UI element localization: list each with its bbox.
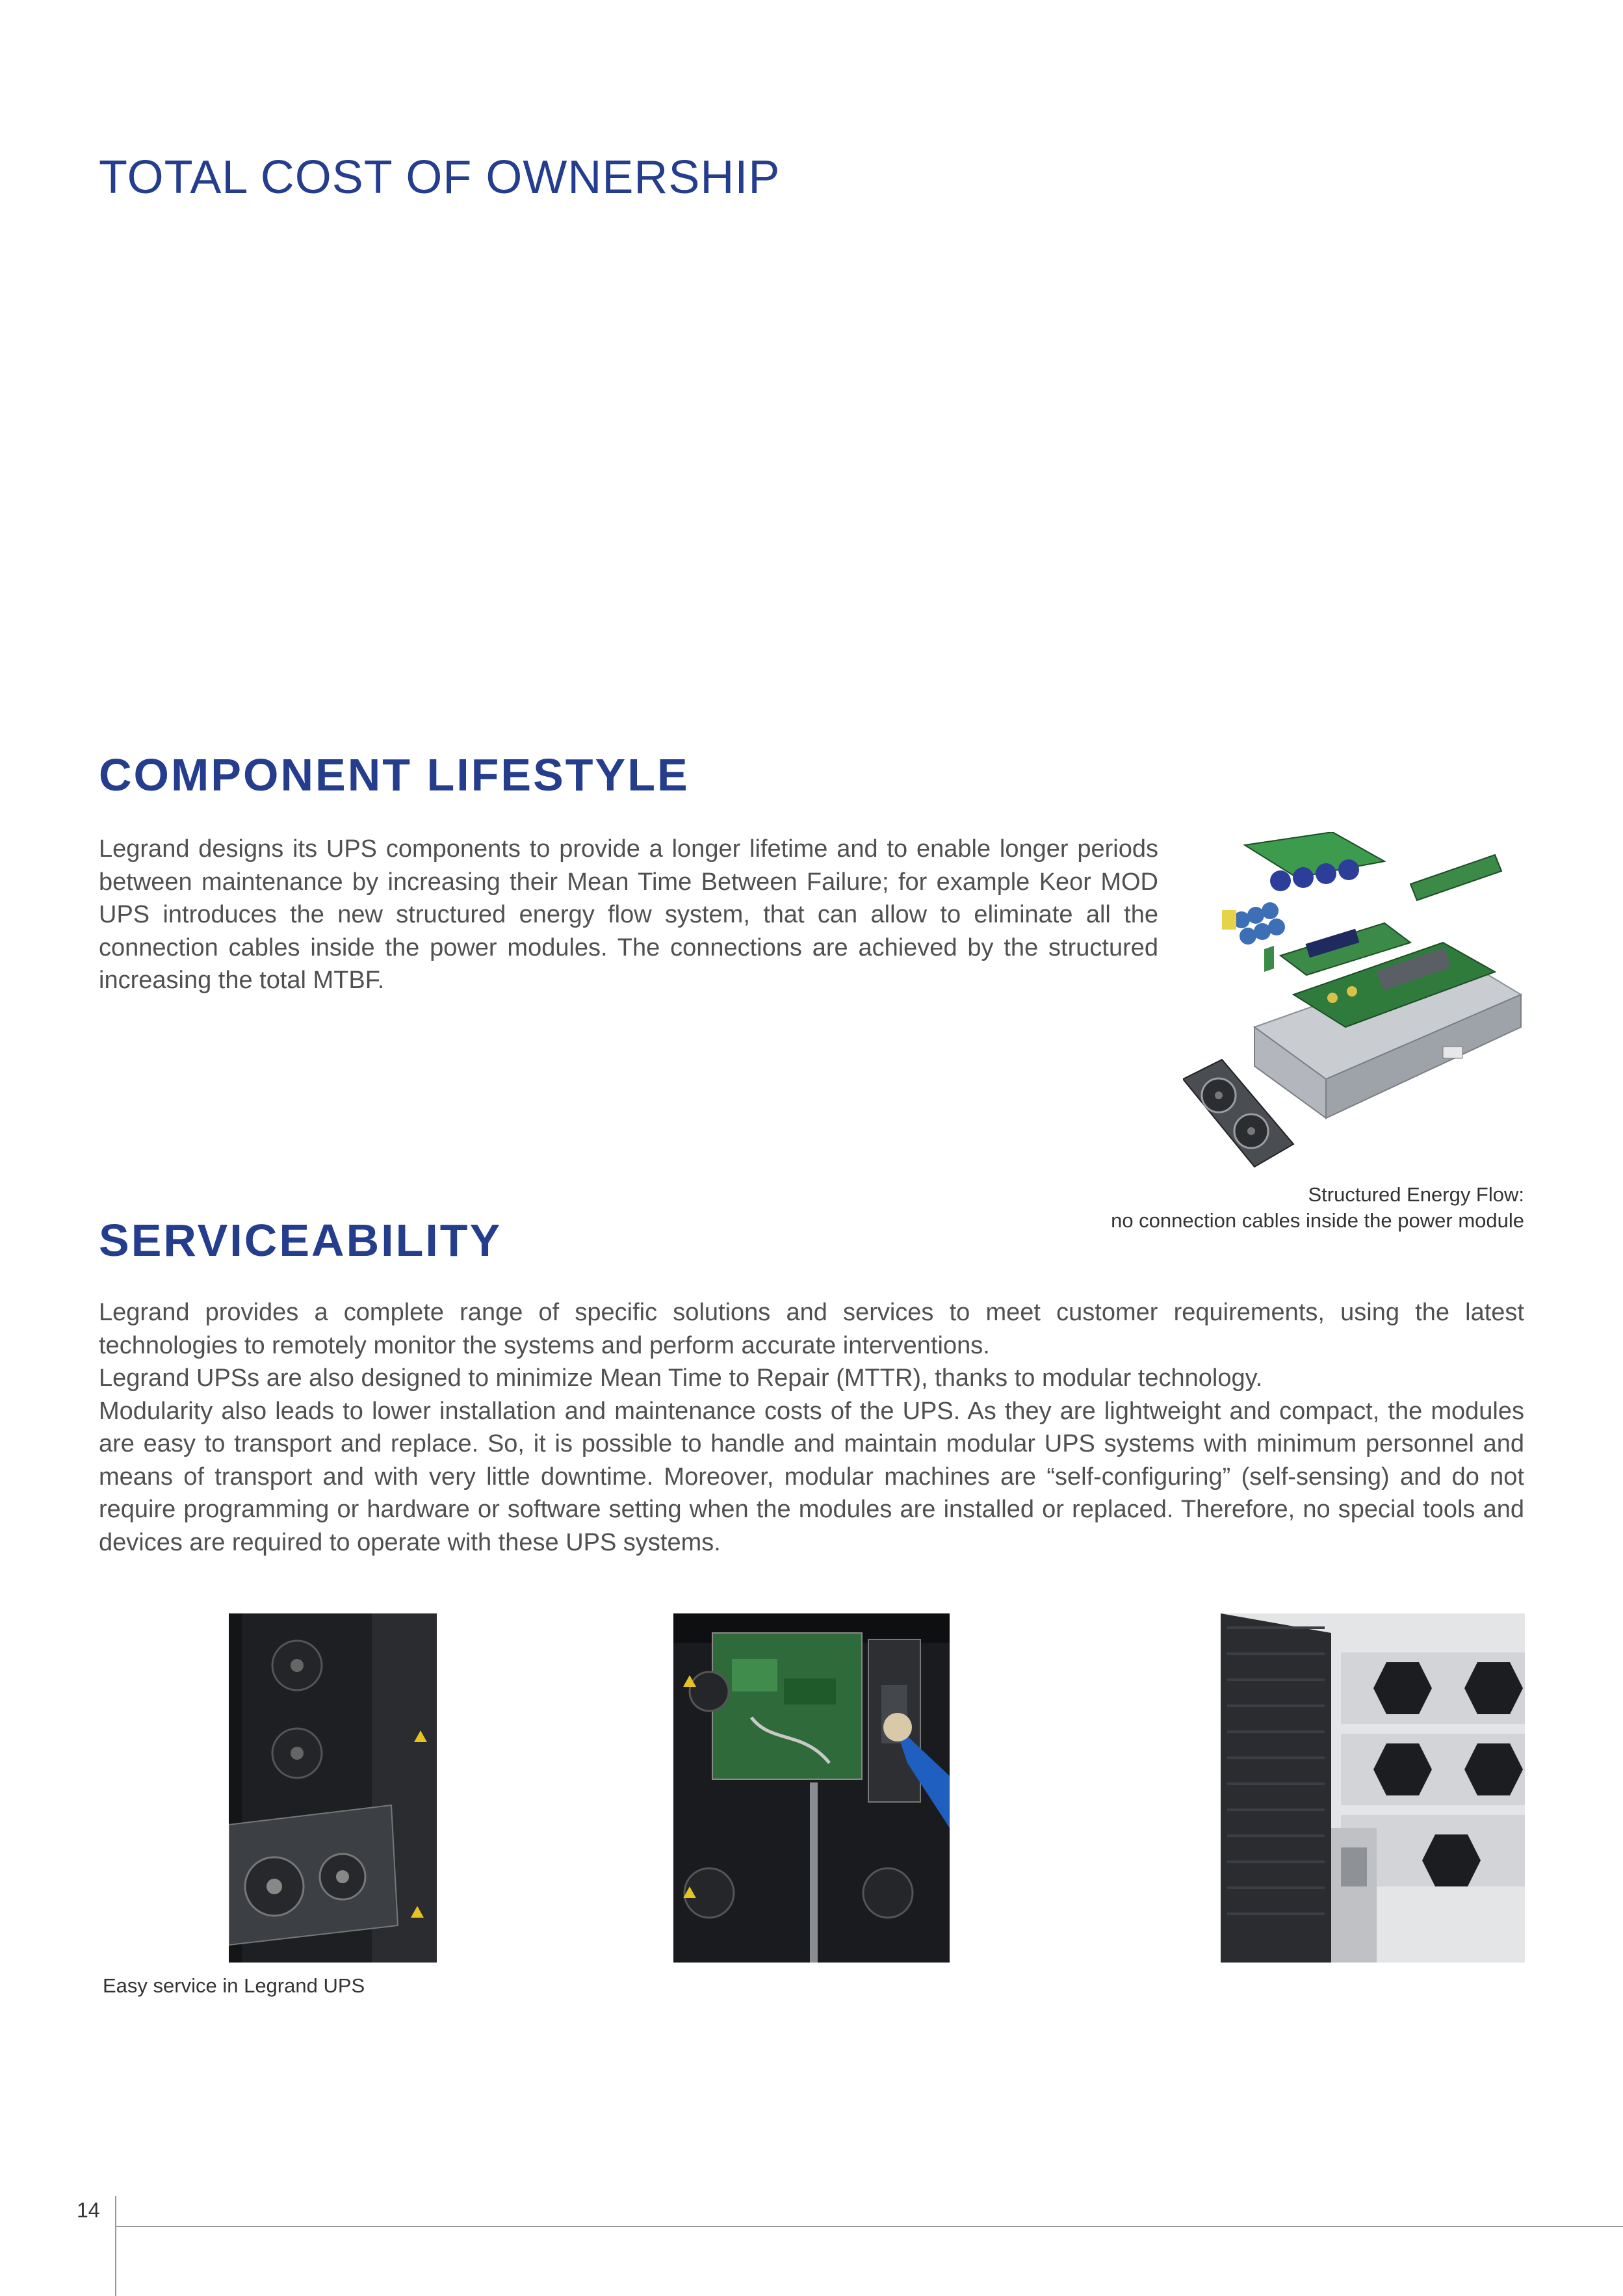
serviceability-paragraph: Legrand UPSs are also designed to minimize Mean Time to Repair (MTTR), thanks to modular technology. bbox=[99, 1364, 1263, 1392]
page-title: TOTAL COST OF OWNERSHIP bbox=[99, 151, 781, 203]
capacitor-bank bbox=[1222, 902, 1285, 945]
energy-flow-caption bbox=[975, 1182, 1524, 1234]
page-number: 14 bbox=[77, 2198, 100, 2222]
energy-flow-caption-line2: no connection cables inside the power module bbox=[1111, 1209, 1524, 1232]
serviceability-paragraph: Modularity also leads to lower installation and maintenance costs of the UPS. As they are lightweight and compact, the modules are easy to transport and replace. So, it is possible to handle and maintain modular UPS systems with minimum personnel and means of transport and with very little downtime. Moreover, modular machines are “self-configuring” (self-sensing) and do not require programming or hardware or software setting when the modules are installed or replaced. Therefore, no special tools and devices are required to operate with these UPS systems. bbox=[99, 1397, 1524, 1556]
component-lifestyle-body bbox=[99, 833, 1158, 997]
energy-flow-caption-line1: Structured Energy Flow: bbox=[1308, 1183, 1524, 1206]
serviceability-heading: SERVICEABILITY bbox=[99, 1215, 502, 1266]
serviceability-paragraph: Legrand provides a complete range of specific solutions and services to meet customer requirements, using the latest technologies to remotely monitor the systems and perform accurate interventions. bbox=[99, 1299, 1524, 1359]
footer-vertical-rule bbox=[115, 2196, 116, 2296]
serviceability-body bbox=[99, 1296, 1524, 1559]
easy-service-caption: Easy service in Legrand UPS bbox=[103, 1974, 365, 1997]
ups-service-technician-photo bbox=[673, 1613, 950, 1963]
footer-rule bbox=[116, 2226, 1623, 2227]
component-lifestyle-paragraph: Legrand designs its UPS components to provide a longer lifetime and to enable longer periods between maintenance by increasing their Mean Time Between Failure; for example Keor MOD UPS introduces the new structured energy flow system, that can allow to eliminate all the connection cables inside the power modules. The connections are achieved by the structured increasing the total MTBF. bbox=[99, 835, 1158, 994]
ups-module-drawer-photo bbox=[229, 1613, 437, 1963]
structured-energy-flow-illustration bbox=[1183, 832, 1527, 1183]
top-board-with-capacitors bbox=[1245, 832, 1384, 891]
ups-open-cabinet-photo bbox=[1221, 1613, 1525, 1963]
component-lifestyle-heading: COMPONENT LIFESTYLE bbox=[99, 750, 690, 800]
